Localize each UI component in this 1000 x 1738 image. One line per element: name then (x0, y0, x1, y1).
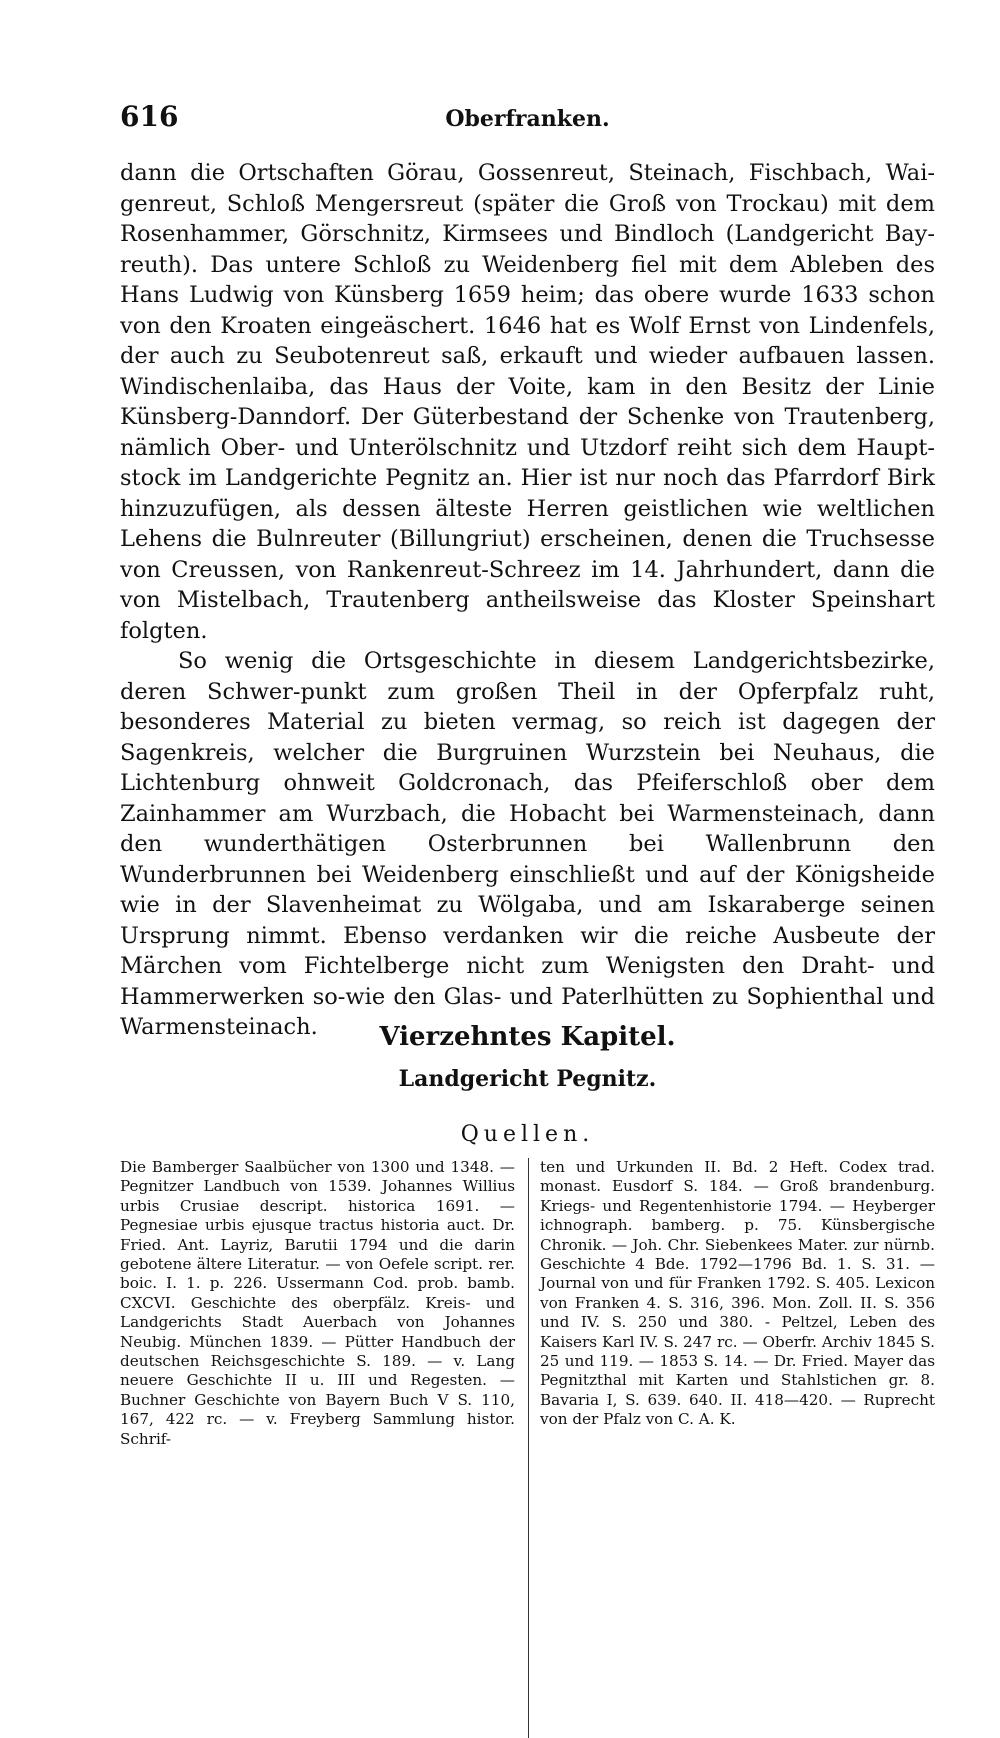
chapter-title: Vierzehntes Kapitel. (379, 1022, 676, 1052)
paragraph-1: dann die Ortschaften Görau, Gossenreut, Steinach, Fischbach, Wai-genreut, Schloß Mengersreut (später die Groß von Trockau) mit dem Rosenhammer, Görschnitz, Kirmsees und Bindloch (Landgericht Bay-reuth). Das untere Schloß zu Weidenberg fiel mit dem Ableben des Hans Ludwig von Künsberg 1659 heim; das obere wurde 1633 schon von den Kroaten eingeäschert. 1646 hat es Wolf Ernst von Lindenfels, der auch zu Seubotenreut saß, erkauft und wieder aufbauen lassen. Windischenlaiba, das Haus der Voite, kam in den Besitz der Linie Künsberg-Danndorf. Der Güterbestand der Schenke von Trautenberg, nämlich Ober- und Unterölschnitz und Utzdorf reiht sich dem Haupt-stock im Landgerichte Pegnitz an. Hier ist nur noch das Pfarrdorf Birk hinzuzufügen, als dessen älteste Herren geistlichen wie weltlichen Lehens die Bulnreuter (Billungriut) erscheinen, denen die Truchsesse von Creussen, von Rankenreut-Schreez im 14. Jahrhundert, dann die von Mistelbach, Trautenberg antheilsweise das Kloster Speinshart folgten. (120, 160, 935, 644)
sources-heading: Quellen. (460, 1122, 595, 1147)
column-divider (528, 1158, 529, 1738)
sources-column-left: Die Bamberger Saalbücher von 1300 und 1348. — Pegnitzer Landbuch von 1539. Johannes Willius urbis Crusiae descript. historica 1691. — Pegnesiae urbis ejusque tractus historia auct. Dr. Fried. Ant. Layriz, Barutii 1794 und die darin gebotene ältere Literatur. — von Oefele script. rer. boic. I. 1. p. 226. Ussermann Cod. prob. bamb. CXCVI. Geschichte des oberpfälz. Kreis- und Landgerichts Stadt Auerbach von Johannes Neubig. München 1839. — Pütter Handbuch der deutschen Reichsgeschichte S. 189. — v. Lang neuere Geschichte II u. III und Regesten. — Buchner Geschichte von Bayern Buch V S. 110, 167, 422 rc. — v. Freyberg Sammlung histor. Schrif- (120, 1158, 515, 1448)
page-number: 616 (120, 100, 179, 133)
sources-column-right: ten und Urkunden II. Bd. 2 Heft. Codex trad. monast. Eusdorf S. 184. — Groß brandenburg. Kriegs- und Regentenhistorie 1794. — Heyberger ichnograph. bamberg. p. 75. Künsbergische Chronik. — Joh. Chr. Siebenkees Mater. zur nürnb. Geschichte 4 Bde. 1792—1796 Bd. 1. S. 31. — Journal von und für Franken 1792. S. 405. Lexicon von Franken 4. S. 316, 396. Mon. Zoll. II. S. 356 und IV. S. 250 und 380. - Peltzel, Leben des Kaisers Karl IV. S. 247 rc. — Oberfr. Archiv 1845 S. 25 und 119. — 1853 S. 14. — Dr. Fried. Mayer das Pegnitzthal mit Karten und Stahlstichen gr. 8. Bavaria I, S. 639. 640. II. 418—420. — Ruprecht von der Pfalz von C. A. K. (540, 1158, 935, 1429)
paragraph-2: So wenig die Ortsgeschichte in diesem Landgerichtsbezirke, deren Schwer-punkt zum großen Theil in der Opferpfalz ruht, besonderes Material zu bieten vermag, so reich ist dagegen der Sagenkreis, welcher die Burgruinen Wurzstein bei Neuhaus, die Lichtenburg ohnweit Goldcronach, das Pfeiferschloß ober dem Zainhammer am Wurzbach, die Hobacht bei Warmensteinach, dann den wunderthätigen Osterbrunnen bei Wallenbrunn den Wunderbrunnen bei Weidenberg einschließt und auf der Königsheide wie in der Slavenheimat zu Wölgaba, und am Iskaraberge seinen Ursprung nimmt. Ebenso verdanken wir die reiche Ausbeute der Märchen vom Fichtelberge nicht zum Wenigsten den Draht- und Hammerwerken so-wie den Glas- und Paterlhütten zu Sophienthal und Warmensteinach. (120, 648, 935, 1040)
running-title: Oberfranken. (445, 106, 610, 132)
page-header (120, 100, 935, 140)
body-text (120, 158, 935, 1043)
chapter-subtitle: Landgericht Pegnitz. (398, 1066, 657, 1092)
